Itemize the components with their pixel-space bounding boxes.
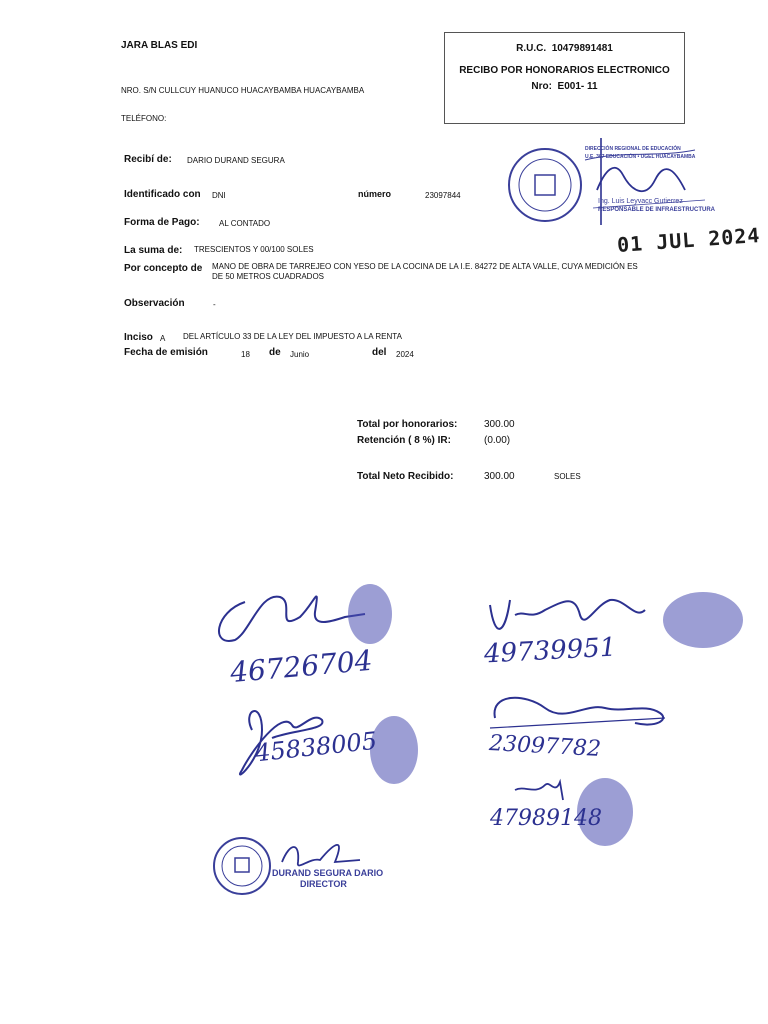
inciso-letter: A bbox=[160, 334, 166, 343]
ugel-line-2: U.E. 307 EDUCACIÓN • UGEL HUACAYBAMBA bbox=[585, 154, 696, 160]
received-from-label: Recibí de: bbox=[124, 154, 172, 165]
id-type: DNI bbox=[212, 191, 226, 200]
net-total-currency: SOLES bbox=[554, 472, 581, 481]
total-fees-value: 300.00 bbox=[484, 419, 515, 430]
payment-value: AL CONTADO bbox=[219, 219, 271, 228]
payment-label: Forma de Pago: bbox=[124, 217, 200, 228]
ugel-line-4: RESPONSABLE DE INFRAESTRUCTURA bbox=[598, 207, 716, 213]
retention-label: Retención ( 8 %) IR: bbox=[357, 435, 451, 446]
concept-line-1: MANO DE OBRA DE TARREJEO CON YESO DE LA COCINA DE LA I.E. 84272 DE ALTA VALLE, CUYA MEDICIÓN ES bbox=[212, 262, 638, 271]
concept-line-2: DE 50 METROS CUADRADOS bbox=[212, 272, 325, 281]
issue-date-del: del bbox=[372, 347, 387, 358]
issue-date-month: Junio bbox=[290, 350, 310, 359]
receipt-number: E001- 11 bbox=[557, 81, 598, 92]
net-total-value: 300.00 bbox=[484, 471, 515, 482]
document-title: RECIBO POR HONORARIOS ELECTRONICO bbox=[459, 65, 670, 76]
issue-date-de: de bbox=[269, 347, 281, 358]
signature-5-number: 47989148 bbox=[490, 806, 602, 831]
total-fees-label: Total por honorarios: bbox=[357, 419, 458, 430]
issue-date-label: Fecha de emisión bbox=[124, 347, 208, 358]
observation-value: - bbox=[213, 300, 216, 309]
retention-value: (0.00) bbox=[484, 435, 511, 446]
id-label: Identificado con bbox=[124, 189, 201, 200]
signature-4-icon bbox=[485, 688, 675, 738]
issuer-name: JARA BLAS EDI bbox=[121, 40, 198, 51]
issuer-phone-label: TELÉFONO: bbox=[121, 114, 167, 123]
director-name: DURAND SEGURA DARIO bbox=[272, 868, 384, 878]
amount-label: La suma de: bbox=[124, 245, 183, 256]
issuer-address: NRO. S/N CULLCUY HUANUCO HUACAYBAMBA HUACAYBAMBA bbox=[121, 86, 365, 95]
ugel-line-3: Ing. Luis Leyvacc Gutierrez bbox=[598, 198, 683, 205]
signature-4-number: 23097782 bbox=[488, 731, 602, 762]
ugel-line-1: DIRECCIÓN REGIONAL DE EDUCACIÓN bbox=[585, 146, 681, 152]
issue-date-day: 18 bbox=[241, 350, 250, 359]
signature-3-number: 49739951 bbox=[483, 632, 618, 670]
ruc-line bbox=[445, 43, 684, 54]
received-from-value: DARIO DURAND SEGURA bbox=[187, 156, 285, 165]
ruc-label: R.U.C. bbox=[516, 43, 547, 54]
signature-1-number: 46726704 bbox=[228, 643, 374, 690]
ruc-number: 10479891481 bbox=[551, 43, 613, 54]
observation-label: Observación bbox=[124, 298, 185, 309]
inciso-text: DEL ARTÍCULO 33 DE LA LEY DEL IMPUESTO A LA RENTA bbox=[183, 332, 402, 341]
net-total-label: Total Neto Recibido: bbox=[357, 471, 454, 482]
number-value: 23097844 bbox=[425, 191, 461, 200]
number-label: número bbox=[358, 189, 392, 199]
receipt-header-box bbox=[444, 32, 685, 124]
receipt-number-line bbox=[445, 81, 684, 92]
concept-label: Por concepto de bbox=[124, 263, 203, 274]
inciso-label: Inciso bbox=[124, 332, 153, 343]
signature-2-number: 45838005 bbox=[253, 726, 379, 768]
issue-date-year: 2024 bbox=[396, 350, 414, 359]
school-seal-icon bbox=[210, 832, 390, 902]
receipt-number-label: Nro: bbox=[531, 81, 552, 92]
received-date-stamp: 01 JUL 2024 bbox=[616, 223, 762, 257]
amount-words: TRESCIENTOS Y 00/100 SOLES bbox=[194, 245, 314, 254]
director-title: DIRECTOR bbox=[300, 879, 347, 889]
